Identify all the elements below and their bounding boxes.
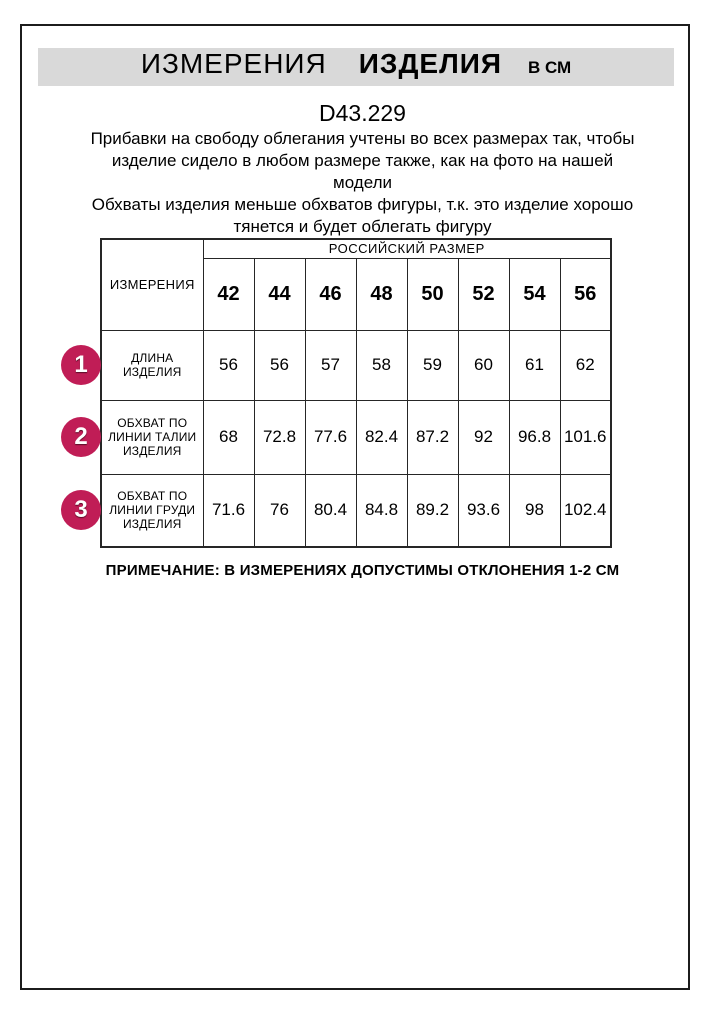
size-header-cell: 42 xyxy=(203,258,254,330)
value-cell: 72.8 xyxy=(254,400,305,474)
units-label: В СМ xyxy=(527,58,572,77)
measurement-label-line: ИЗДЕЛИЯ xyxy=(122,444,182,458)
measurement-label-line: ИЗДЕЛИЯ xyxy=(122,517,182,532)
corner-cell: ИЗМЕРЕНИЯ xyxy=(101,239,203,330)
value-cell: 76 xyxy=(254,474,305,547)
value-cell: 56 xyxy=(203,330,254,400)
value-cell: 89.2 xyxy=(407,474,458,547)
value-cell: 84.8 xyxy=(356,474,407,547)
value-cell: 60 xyxy=(458,330,509,400)
value-cell: 98 xyxy=(509,474,560,547)
title-band xyxy=(38,48,674,86)
value-cell: 92 xyxy=(458,400,509,474)
intro-paragraph-fit xyxy=(0,128,725,194)
intro-paragraph-fit-line: изделие сидело в любом размере также, как на фото на нашей xyxy=(111,151,614,170)
size-header-cell: 54 xyxy=(509,258,560,330)
row-marker-3 xyxy=(61,490,101,530)
measurement-label-line: ОБХВАТ ПО xyxy=(117,416,188,430)
row-marker-1 xyxy=(61,345,101,385)
intro-paragraph-fit-line: модели xyxy=(333,173,392,192)
size-header-cell: 50 xyxy=(407,258,458,330)
measurement-row-waist xyxy=(101,400,611,474)
row-marker-number: 2 xyxy=(74,423,88,450)
value-cell: 96.8 xyxy=(509,400,560,474)
measurement-label-line: ОБХВАТ ПО xyxy=(117,489,188,504)
row-marker-2 xyxy=(61,417,101,457)
intro-paragraph-stretch-line: Обхваты изделия меньше обхватов фигуры, т.к. это изделие хорошо xyxy=(91,195,634,214)
measurement-label-line: ДЛИНА xyxy=(131,351,174,365)
measurement-label-cell xyxy=(101,330,203,400)
value-cell: 80.4 xyxy=(305,474,356,547)
intro-paragraph-stretch-line: тянется и будет облегать фигуру xyxy=(233,217,492,236)
table-group-header-row xyxy=(101,239,611,258)
size-header-cell: 56 xyxy=(560,258,611,330)
size-table xyxy=(100,238,612,548)
value-cell: 56 xyxy=(254,330,305,400)
row-marker-number: 3 xyxy=(74,496,88,523)
value-cell: 82.4 xyxy=(356,400,407,474)
intro-paragraph-fit-line: Прибавки на свободу облегания учтены во всех размерах так, чтобы xyxy=(90,129,635,148)
value-cell: 59 xyxy=(407,330,458,400)
value-cell: 68 xyxy=(203,400,254,474)
measurement-label-cell xyxy=(101,400,203,474)
measurement-label-line: ЛИНИИ ТАЛИИ xyxy=(108,430,197,444)
value-cell: 102.4 xyxy=(560,474,611,547)
measurement-label-line: ЛИНИИ ГРУДИ xyxy=(109,503,196,518)
size-header-cell: 44 xyxy=(254,258,305,330)
value-cell: 61 xyxy=(509,330,560,400)
product-code: D43.229 xyxy=(319,100,406,126)
measurement-label-cell xyxy=(101,474,203,547)
value-cell: 77.6 xyxy=(305,400,356,474)
tolerance-note: ПРИМЕЧАНИЕ: В ИЗМЕРЕНИЯХ ДОПУСТИМЫ ОТКЛОНЕНИЯ 1-2 СМ xyxy=(105,562,620,579)
row-marker-number: 1 xyxy=(74,351,88,378)
size-header-cell: 46 xyxy=(305,258,356,330)
intro-paragraph-stretch xyxy=(0,194,725,238)
size-group-header: РОССИЙСКИЙ РАЗМЕР xyxy=(203,239,611,258)
size-header-cell: 48 xyxy=(356,258,407,330)
size-header-cell: 52 xyxy=(458,258,509,330)
value-cell: 58 xyxy=(356,330,407,400)
value-cell: 62 xyxy=(560,330,611,400)
measurement-row-chest xyxy=(101,474,611,547)
page-title: ИЗМЕРЕНИЯ xyxy=(140,48,327,79)
page-title-secondary: ИЗДЕЛИЯ xyxy=(358,48,502,79)
value-cell: 71.6 xyxy=(203,474,254,547)
value-cell: 101.6 xyxy=(560,400,611,474)
value-cell: 87.2 xyxy=(407,400,458,474)
measurement-row-length xyxy=(101,330,611,400)
value-cell: 93.6 xyxy=(458,474,509,547)
measurement-label-line: ИЗДЕЛИЯ xyxy=(122,365,182,379)
value-cell: 57 xyxy=(305,330,356,400)
